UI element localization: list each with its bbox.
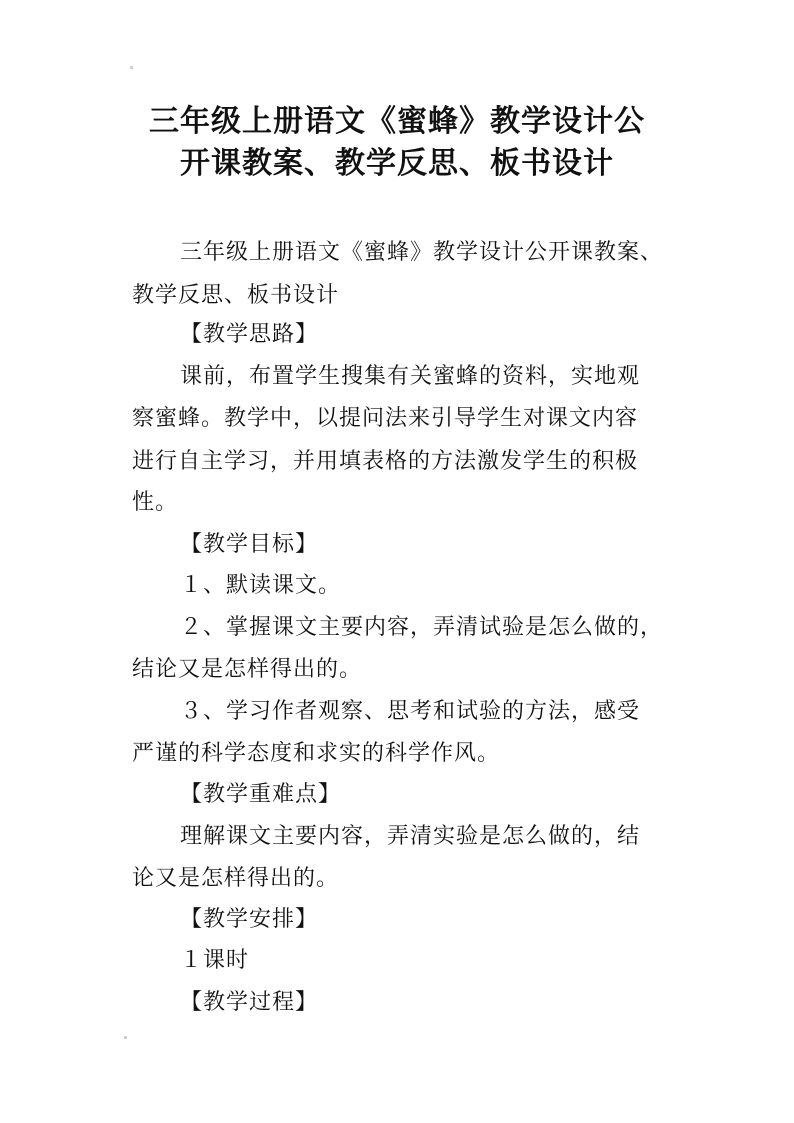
paragraph-line: 进行自主学习，并用填表格的方法激发学生的积极 xyxy=(132,449,639,474)
paragraph-line: 性。 xyxy=(132,490,179,515)
section-heading-arrangement: 【教学安排】 xyxy=(180,907,319,932)
paragraph-line: 理解课文主要内容，弄清实验是怎么做的，结 xyxy=(180,824,641,849)
document-title-line-1: 三年级上册语文《蜜蜂》教学设计公 xyxy=(149,104,645,139)
objective-item-1: １、默读课文。 xyxy=(180,573,342,598)
paragraph-line: 察蜜蜂。教学中，以提问法来引导学生对课文内容 xyxy=(132,406,639,431)
intro-line-1: 三年级上册语文《蜜蜂》教学设计公开课教案、 xyxy=(180,240,664,265)
objective-item-2-continued: 结论又是怎样得出的。 xyxy=(132,657,363,682)
document-title-line-2: 开课教案、教学反思、板书设计 xyxy=(180,146,614,181)
class-hours: １课时 xyxy=(180,948,250,973)
objective-item-3-continued: 严谨的科学态度和求实的科学作风。 xyxy=(132,741,501,766)
section-heading-teaching-objectives: 【教学目标】 xyxy=(180,532,319,557)
section-heading-teaching-process: 【教学过程】 xyxy=(180,990,319,1015)
scan-speck xyxy=(124,1036,127,1039)
objective-item-3: ３、学习作者观察、思考和试验的方法，感受 xyxy=(180,699,641,724)
scan-speck xyxy=(130,66,133,69)
objective-item-2: ２、掌握课文主要内容，弄清试验是怎么做的， xyxy=(180,615,664,640)
paragraph-line: 论又是怎样得出的。 xyxy=(132,866,340,891)
section-heading-teaching-approach: 【教学思路】 xyxy=(180,322,319,347)
section-heading-key-difficulties: 【教学重难点】 xyxy=(180,782,342,807)
intro-line-2: 教学反思、板书设计 xyxy=(132,283,340,308)
paragraph-line: 课前，布置学生搜集有关蜜蜂的资料，实地观 xyxy=(180,364,641,389)
